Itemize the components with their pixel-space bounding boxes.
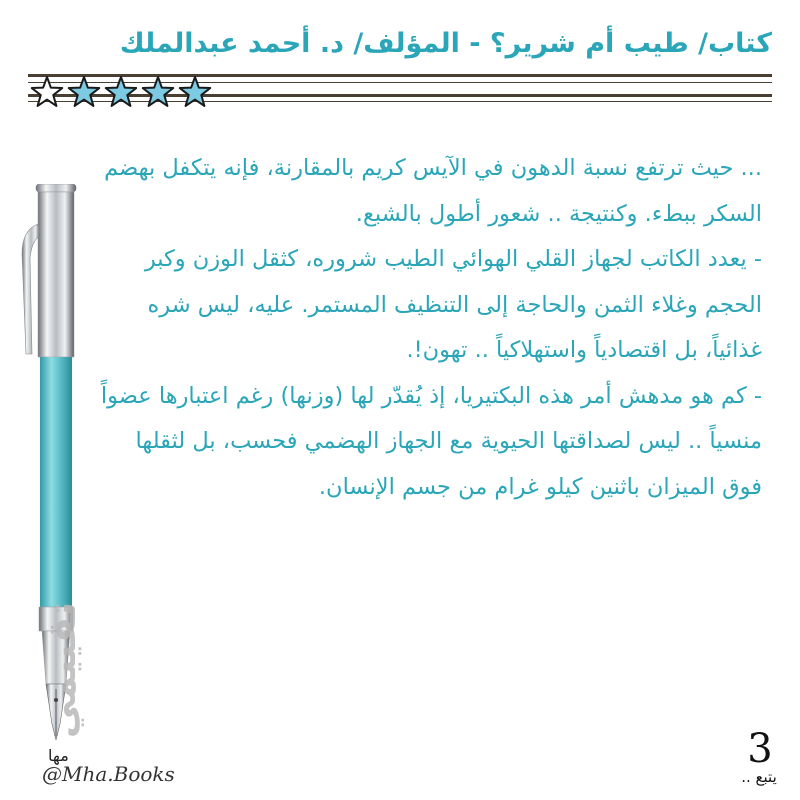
star-filled-icon bbox=[178, 76, 212, 110]
star-rating bbox=[30, 76, 230, 110]
paragraph: - كم هو مدهش أمر هذه البكتيريا، إذ يُقدّر لها (وزنها) رغم اعتبارها عضواً منسياً .. ليس لصداقتها الحيوية مع الجهاز الهضمي فحسب، بل لثقلها فوق الميزان باثنين كيلو غرام من جسم الإنسان. bbox=[100, 382, 762, 500]
paragraph: ... حيث ترتفع نسبة الدهون في الآيس كريم بالمقارنة، فإنه يتكفل بهضم السكر ببطء. وكنتيجة .. شعور أطول بالشبع. bbox=[104, 155, 762, 227]
star-filled-icon bbox=[141, 76, 175, 110]
social-handle: @Mha.Books bbox=[42, 762, 175, 786]
star-empty-icon bbox=[30, 76, 64, 110]
page-title: كتاب/ طيب أم شرير؟ - المؤلف/ د. أحمد عبدالملك bbox=[119, 28, 772, 59]
signature: مها bbox=[48, 746, 69, 765]
rating-watermark bbox=[30, 596, 90, 756]
star-filled-icon bbox=[67, 76, 101, 110]
review-body bbox=[100, 146, 762, 510]
paragraph: - يعدد الكاتب لجهاز القلي الهوائي الطيب شروره، كثقل الوزن وكبر الحجم وغلاء الثمن والحاجة إلى التنظيف المستمر. عليه، ليس شره غذائياً، بل اقتصادياً واستهلاكياً .. تهون!. bbox=[144, 246, 762, 363]
star-filled-icon bbox=[104, 76, 138, 110]
continued-label: يتبع .. bbox=[741, 768, 777, 786]
watermark-text: تقييمي bbox=[40, 601, 84, 739]
page-number: 3 bbox=[747, 726, 773, 772]
